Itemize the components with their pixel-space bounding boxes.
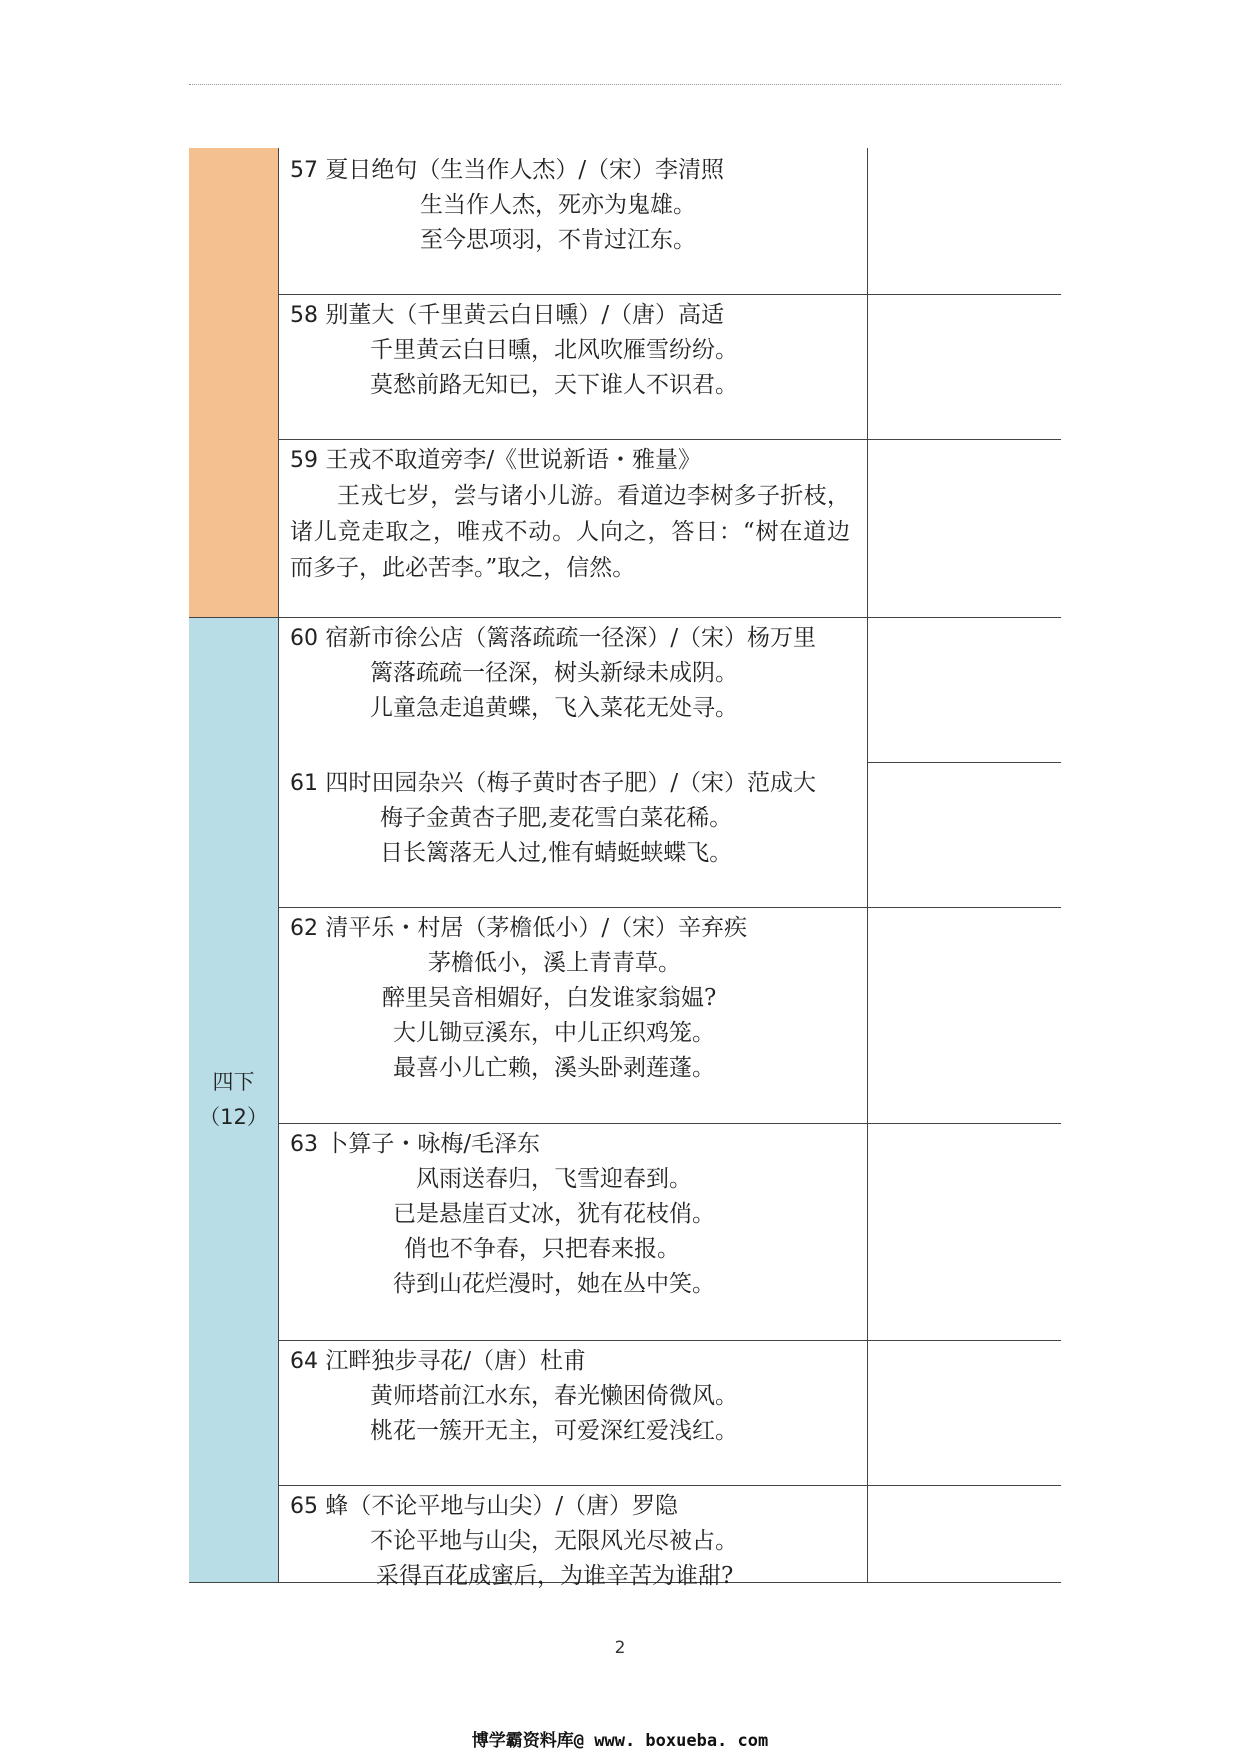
poem-line: 篱落疏疏一径深，树头新绿未成阴。 <box>370 660 738 686</box>
poem-entry <box>290 153 860 258</box>
poem-entry <box>290 911 860 1086</box>
poem-title: 59 王戎不取道旁李/《世说新语・雅量》 <box>290 447 702 473</box>
poem-line: 风雨送春归，飞雪迎春到。 <box>416 1166 692 1192</box>
poem-entry <box>290 298 860 403</box>
poem-title: 64 江畔独步寻花/（唐）杜甫 <box>290 1348 587 1374</box>
poem-line: 莫愁前路无知已，天下谁人不识君。 <box>370 372 738 398</box>
grade-label-name: 四下 <box>212 1070 255 1094</box>
row-divider <box>278 294 1061 295</box>
poem-title: 60 宿新市徐公店（篱落疏疏一径深）/（宋）杨万里 <box>290 625 817 651</box>
poem-line: 儿童急走追黄蝶，飞入菜花无处寻。 <box>370 695 738 721</box>
table-divider-right <box>867 148 868 1582</box>
row-divider <box>278 1123 1061 1124</box>
poem-entry <box>290 621 860 726</box>
grade-cell-previous <box>189 148 278 617</box>
poem-title: 63 卜算子・咏梅/毛泽东 <box>290 1131 541 1157</box>
row-divider <box>278 439 1061 440</box>
poem-title: 62 清平乐・村居（茅檐低小）/（宋）辛弃疾 <box>290 915 748 941</box>
header-rule <box>189 84 1061 85</box>
grade-label-count: （12） <box>199 1105 268 1129</box>
poem-line: 最喜小儿亡赖，溪头卧剥莲蓬。 <box>393 1055 715 1081</box>
row-divider <box>278 907 1061 908</box>
poem-line: 千里黄云白日曛，北风吹雁雪纷纷。 <box>370 337 738 363</box>
poem-line: 生当作人杰，死亦为鬼雄。 <box>420 192 696 218</box>
poem-title: 61 四时田园杂兴（梅子黄时杏子肥）/（宋）范成大 <box>290 770 817 796</box>
poem-line: 俏也不争春，只把春来报。 <box>404 1236 680 1262</box>
poem-line: 不论平地与山尖，无限风光尽被占。 <box>370 1528 738 1554</box>
page-number: 2 <box>614 1638 626 1658</box>
poem-entry <box>290 1127 860 1302</box>
poem-line: 日长篱落无人过,惟有蜻蜓蛱蝶飞。 <box>380 840 733 866</box>
poem-title: 57 夏日绝句（生当作人杰）/（宋）李清照 <box>290 157 725 183</box>
row-divider <box>278 1485 1061 1486</box>
poem-line: 桃花一簇开无主，可爱深红爱浅红。 <box>370 1418 738 1444</box>
poem-line: 茅檐低小，溪上青青草。 <box>428 950 681 976</box>
poem-line: 待到山花烂漫时，她在丛中笑。 <box>393 1271 715 1297</box>
poem-line: 黄师塔前江水东，春光懒困倚微风。 <box>370 1383 738 1409</box>
poem-entry <box>290 766 860 871</box>
poem-title: 58 别董大（千里黄云白日曛）/（唐）高适 <box>290 302 725 328</box>
row-divider <box>867 762 1061 763</box>
table-divider-left <box>278 148 279 1582</box>
poem-line: 采得百花成蜜后，为谁辛苦为谁甜? <box>376 1563 734 1589</box>
poem-line: 醉里吴音相媚好，白发谁家翁媪? <box>382 985 717 1011</box>
poem-entry <box>290 1489 860 1594</box>
grade-divider <box>189 617 1061 618</box>
poem-line: 梅子金黄杏子肥,麦花雪白菜花稀。 <box>380 805 733 831</box>
footer-watermark: 博学霸资料库@ www. boxueba. com <box>471 1731 769 1751</box>
grade-label <box>189 1065 278 1135</box>
poem-line: 大儿锄豆溪东，中儿正织鸡笼。 <box>393 1020 715 1046</box>
poem-line: 已是悬崖百丈冰，犹有花枝俏。 <box>393 1201 715 1227</box>
prose-text: 王戎七岁，尝与诸小儿游。看道边李树多子折枝，诸儿竞走取之，唯戎不动。人向之，答日：“树在道边而多子，此必苦李。”取之，信然。 <box>290 483 850 581</box>
row-divider <box>278 1340 1061 1341</box>
poem-entry <box>290 443 860 586</box>
poem-line: 至今思项羽，不肯过江东。 <box>420 227 696 253</box>
poem-title: 65 蜂（不论平地与山尖）/（唐）罗隐 <box>290 1493 679 1519</box>
poem-entry <box>290 1344 860 1449</box>
